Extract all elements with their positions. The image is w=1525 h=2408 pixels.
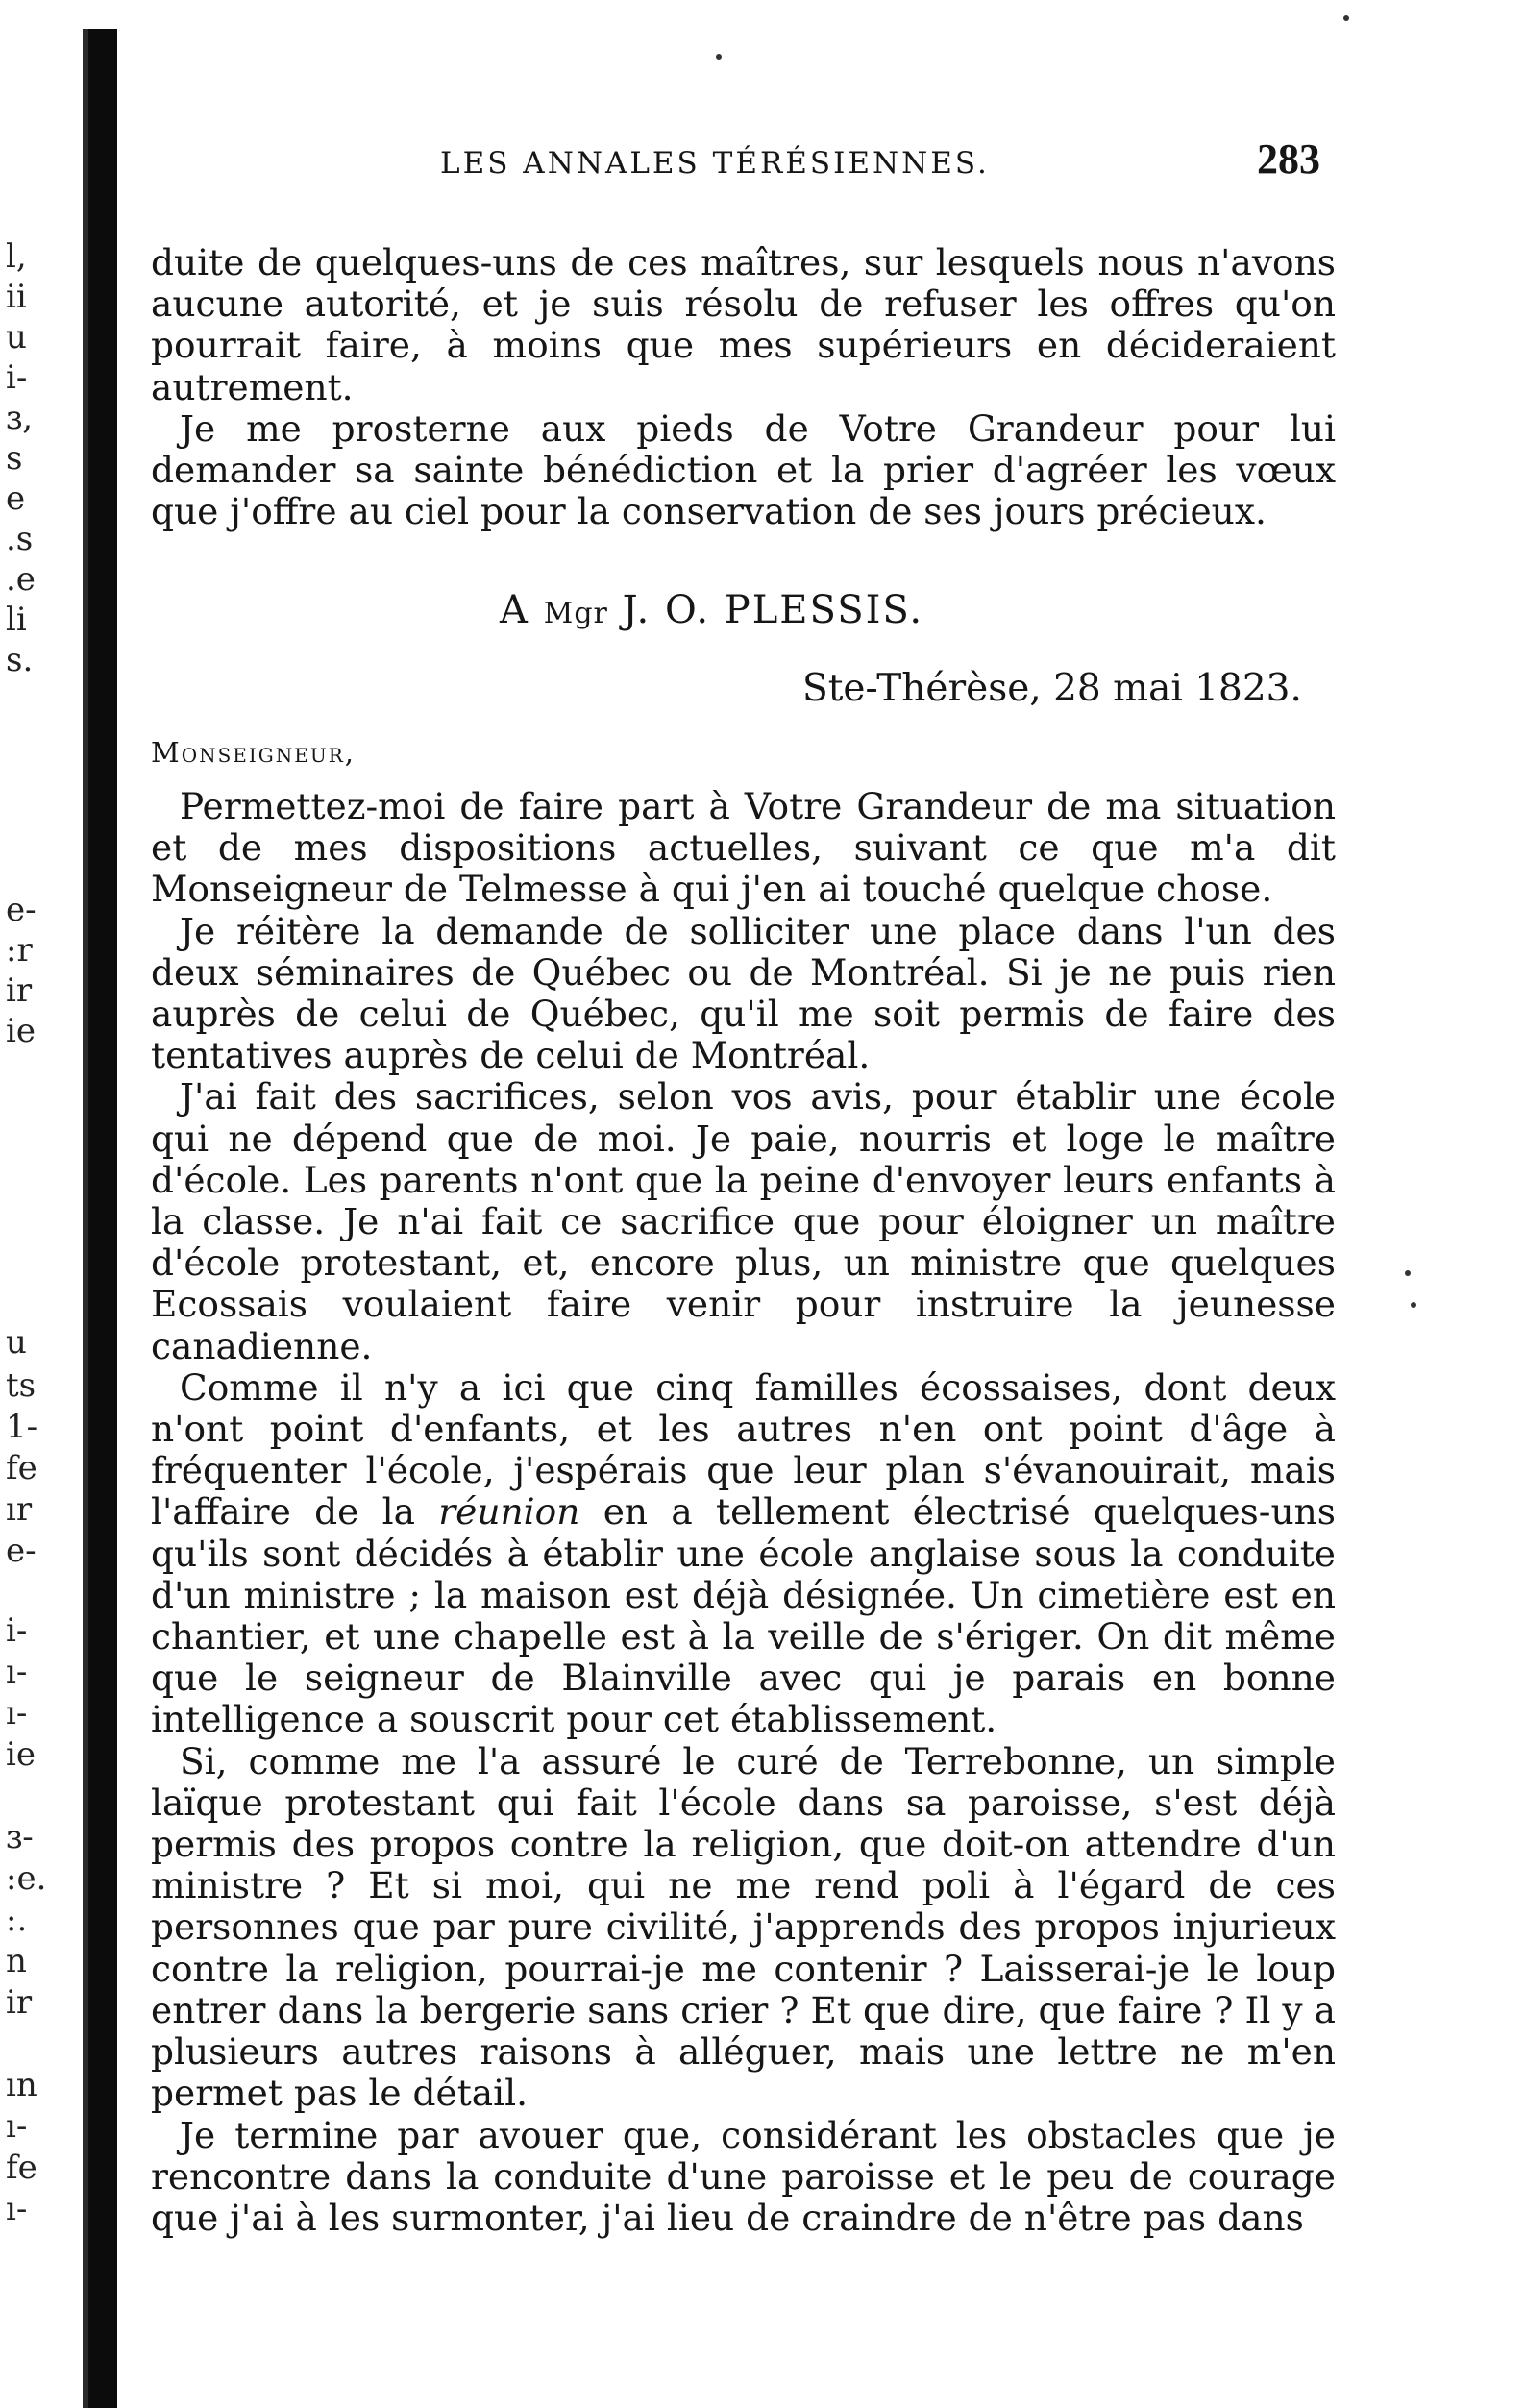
salutation: Monseigneur, — [151, 736, 356, 769]
margin-fragment: l, — [6, 237, 27, 276]
margin-fragment: :r — [6, 931, 33, 970]
margin-fragment: n — [6, 1942, 27, 1980]
paragraph: Permettez-moi de faire part à Votre Grandeur de ma situation et de mes dispositions actuelles, suivant ce que m'a dit Monseigneur de Telmesse à qui j'en ai touché quelque chose. — [151, 785, 1336, 911]
margin-fragment: ɜ, — [6, 399, 34, 437]
ink-speck — [1343, 15, 1349, 21]
paragraph: Si, comme me l'a assuré le curé de Terrebonne, un simple laïque protestant qui fait l'école dans sa paroisse, s'est déjà permis des propos contre la religion, que doit-on attendre d'un ministre ? Et si moi, qui ne me rend poli à l'égard de ces personnes que par pure civilité, j'apprends des propos injurieux contre la religion, pourrai-je me contenir ? Laisserai-je le loup entrer dans la bergerie sans crier ? Et que dire, que faire ? Il y a plusieurs autres raisons à alléguer, mais une lettre ne m'en permet pas le détail. — [151, 1739, 1336, 2115]
margin-fragment: e- — [6, 891, 37, 929]
margin-fragment: e — [6, 479, 26, 518]
paragraph: Je réitère la demande de solliciter une place dans l'un des deux séminaires de Québec ou de Montréal. Si je ne puis rien auprès de celui de Québec, qu'il me soit permis de faire des tentatives auprès de celui de Montréal. — [151, 909, 1336, 1077]
ink-speck — [1411, 1302, 1416, 1308]
margin-fragment: :. — [6, 1901, 28, 1939]
margin-fragment: s — [6, 439, 23, 478]
margin-fragment: ır — [6, 1490, 33, 1529]
margin-fragment: ir — [6, 971, 33, 1010]
margin-fragment: s. — [6, 641, 34, 679]
address-name: J. O. PLESSIS. — [622, 588, 924, 632]
margin-fragment: 1- — [6, 1408, 38, 1446]
running-head: LES ANNALES TÉRÉSIENNES. — [440, 146, 990, 181]
page-number: 283 — [1257, 135, 1320, 183]
paragraph: duite de quelques-uns de ces maîtres, sur lesquels nous n'avons aucune autorité, et je suis résolu de refuser les offres qu'on pourrait faire, à moins que mes supérieurs en décideraient autrement. — [151, 241, 1336, 408]
margin-fragment: ı- — [6, 2107, 28, 2146]
margin-fragment: ie — [6, 1735, 36, 1774]
address-prefix: A — [500, 588, 529, 632]
paragraph-text: en a tellement électrisé quelques-uns qu'ils sont décidés à établir une école anglaise sous la conduite d'un ministre ; la maison est déjà désignée. Un cimetière est en chantier, et une chapelle est à la veille de s'ériger. On dit même que le seigneur de Blainville avec qui je parais en bonne intelligence a souscrit pour cet établissement. — [151, 1490, 1337, 1741]
margin-fragment: i- — [6, 1611, 28, 1650]
margin-fragment: ts — [6, 1366, 37, 1405]
margin-fragment: li — [6, 601, 27, 639]
address-title: Mgr — [543, 597, 608, 630]
paragraph: Je termine par avouer que, considérant les obstacles que je rencontre dans la conduite d'une paroisse et le peu de courage que j'ai à les surmonter, j'ai lieu de craindre de n'être pas dans — [151, 2113, 1336, 2239]
margin-fragment: fe — [6, 2149, 37, 2187]
margin-fragment: i- — [6, 358, 28, 397]
margin-fragment: .s — [6, 520, 34, 558]
paragraph-text: Comme il n'y a ici que cinq familles écossaises, dont deux n'ont point d'enfants, et les autres n'en ont point d'âge à fréquenter l'école, j'espérais que leur plan s'évanouirait, mais l'affaire de la — [151, 1365, 1336, 1534]
margin-fragment: ie — [6, 1012, 36, 1050]
binding-gutter — [88, 29, 117, 2408]
margin-fragment: fe — [6, 1449, 37, 1487]
margin-fragment: ı- — [6, 1694, 28, 1732]
ink-speck — [716, 54, 722, 60]
margin-fragment: e- — [6, 1532, 37, 1570]
margin-fragment: ii — [6, 278, 27, 316]
intro-text — [151, 242, 1336, 532]
letter-address — [500, 588, 923, 632]
margin-fragment: ir — [6, 1983, 33, 2022]
dateline: Ste-Thérèse, 28 mai 1823. — [802, 667, 1302, 710]
paragraph — [151, 1367, 1336, 1741]
margin-fragment: :e. — [6, 1859, 47, 1898]
paragraph: Je me prosterne aux pieds de Votre Grandeur pour lui demander sa sainte bénédiction et la prier d'agréer les vœux que j'offre au ciel pour la conservation de ses jours précieux. — [151, 406, 1336, 533]
margin-fragment: u — [6, 318, 27, 356]
paragraph: J'ai fait des sacrifices, selon vos avis, pour établir une école qui ne dépend que de moi. Je paie, nourris et loge le maître d'école. Les parents n'ont que la peine d'envoyer leurs enfants à la classe. Je n'ai fait ce sacrifice que pour éloigner un maître d'école protestant, et, encore plus, un ministre que quelques Ecossais voulaient faire venir pour instruire la jeunesse canadienne. — [151, 1075, 1336, 1367]
margin-fragment: u — [6, 1323, 27, 1362]
margin-fragment: .e — [6, 560, 36, 599]
letter-body — [151, 786, 1336, 2239]
margin-fragment: ɜ- — [6, 1818, 34, 1856]
italic-word: réunion — [438, 1490, 580, 1534]
margin-fragment: ın — [6, 2066, 37, 2104]
ink-speck — [1405, 1270, 1411, 1276]
margin-fragment: ı- — [6, 2190, 28, 2228]
margin-fragment: ı- — [6, 1653, 28, 1691]
